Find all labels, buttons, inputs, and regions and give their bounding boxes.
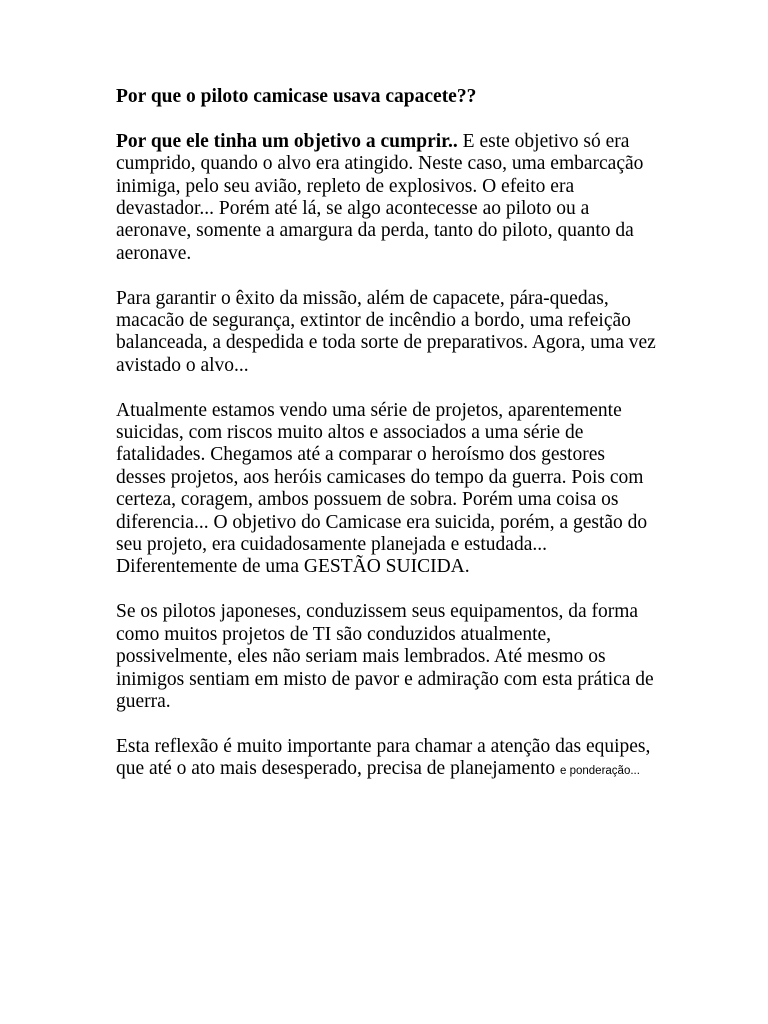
document-title: Por que o piloto camicase usava capacete??: [116, 86, 477, 107]
paragraph-5-text: Esta reflexão é muito importante para chamar a atenção das equipes, que até o ato mais desesperado, precisa de planejamento: [116, 735, 651, 780]
paragraph-3: Atualmente estamos vendo uma série de projetos, aparentemente suicidas, com riscos muito altos e associados a uma série de fatalidades. Chegamos até a comparar o heroísmo dos gestores desses projetos, aos heróis camicases do tempo da guerra. Pois com certeza, coragem, ambos possuem de sobra. Porém uma coisa os diferencia... O objetivo do Camicase era suicida, porém, a gestão do seu projeto, era cuidadosamente planejada e estudada... Diferentemente de uma GESTÃO SUICIDA.: [116, 399, 648, 578]
paragraph-2: Para garantir o êxito da missão, além de capacete, pára-quedas, macacão de segurança, extintor de incêndio a bordo, uma refeição balanceada, a despedida e toda sorte de preparativos. Agora, uma vez avistado o alvo...: [116, 287, 656, 376]
paragraph-4: Se os pilotos japoneses, conduzissem seus equipamentos, da forma como muitos projetos de TI são conduzidos atualmente, possivelmente, eles não seriam mais lembrados. Até mesmo os inimigos sentiam em misto de pavor e admiração com esta prática de guerra.: [116, 601, 654, 712]
paragraph-1-text: E este objetivo só era cumprido, quando o alvo era atingido. Neste caso, uma embarcação inimiga, pelo seu avião, repleto de explosivos. O efeito era devastador... Porém até lá, se algo acontecesse ao piloto ou a aeronave, somente a amargura da perda, tanto do piloto, quanto da aeronave.: [116, 130, 644, 264]
document-body: [116, 86, 656, 805]
paragraph-1: [116, 131, 656, 265]
paragraph-5-tail: e ponderação...: [560, 765, 640, 778]
paragraph-5: [116, 736, 656, 783]
paragraph-1-lead: Por que ele tinha um objetivo a cumprir..: [116, 130, 458, 152]
